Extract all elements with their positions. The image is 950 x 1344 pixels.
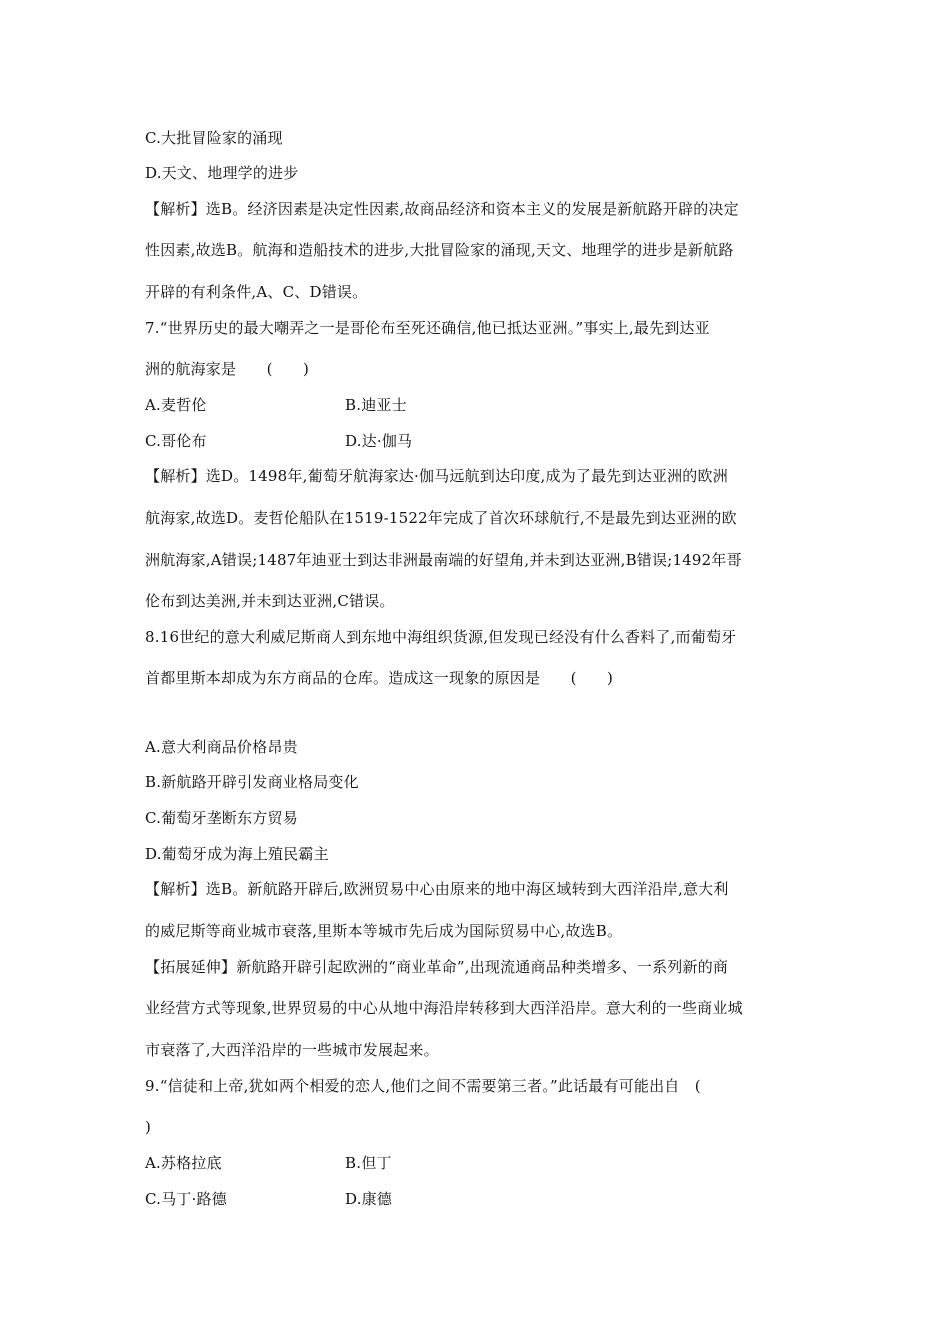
q6-analysis-line-2: 性因素,故选B。航海和造船技术的进步,大批冒险家的涌现,天文、地理学的进步是新航路 [145,241,734,259]
q7-options-row-2 [145,431,413,451]
q8-option-a: A.意大利商品价格昂贵 [145,738,298,756]
q8-option-b: B.新航路开辟引发商业格局变化 [145,773,359,791]
q8-extension-line-3: 市衰落了,大西洋沿岸的一些城市发展起来。 [145,1041,439,1059]
q7-analysis-line-1: 【解析】选D。1498年,葡萄牙航海家达·伽马远航到达印度,成为了最先到达亚洲的欧洲 [145,467,728,485]
q8-stem-line-2: 首都里斯本却成为东方商品的仓库。造成这一现象的原因是 ( ) [145,669,614,687]
q9-option-b: B.但丁 [345,1154,392,1172]
q6-analysis-line-3: 开辟的有利条件,A、C、D错误。 [145,283,368,301]
q9-option-d: D.康德 [345,1190,393,1208]
q8-analysis-line-2: 的威尼斯等商业城市衰落,里斯本等城市先后成为国际贸易中心,故选B。 [145,922,623,940]
q8-extension-line-1: 【拓展延伸】新航路开辟引起欧洲的“商业革命”,出现流通商品种类增多、一系列新的商 [145,958,729,976]
q7-stem-line-1: 7.“世界历史的最大嘲弄之一是哥伦布至死还确信,他已抵达亚洲。”事实上,最先到达亚 [145,319,710,337]
q8-extension-line-2: 业经营方式等现象,世界贸易的中心从地中海沿岸转移到大西洋沿岸。意大利的一些商业城 [145,999,743,1017]
q7-analysis-line-3: 洲航海家,A错误;1487年迪亚士到达非洲最南端的好望角,并未到达亚洲,B错误;1492年哥 [145,551,742,569]
q9-stem-line-2: ) [145,1118,152,1136]
q7-stem-line-2: 洲的航海家是 ( ) [145,360,310,378]
q9-option-c: C.马丁·路德 [145,1190,227,1208]
q7-option-a: A.麦哲伦 [145,396,207,414]
q7-option-c: C.哥伦布 [145,432,207,450]
q8-option-c: C.葡萄牙垄断东方贸易 [145,809,298,827]
q6-option-c: C.大批冒险家的涌现 [145,129,283,147]
q9-options-row-2 [145,1189,393,1209]
q9-option-a: A.苏格拉底 [145,1154,222,1172]
q9-options-row-1 [145,1153,392,1173]
q8-stem-line-1: 8.16世纪的意大利威尼斯商人到东地中海组织货源,但发现已经没有什么香料了,而葡萄牙 [145,628,737,646]
q7-analysis-line-2: 航海家,故选D。麦哲伦船队在1519-1522年完成了首次环球航行,不是最先到达亚洲的欧 [145,509,737,527]
q8-option-d: D.葡萄牙成为海上殖民霸主 [145,845,329,863]
q7-options-row-1 [145,395,407,415]
q6-option-d: D.天文、地理学的进步 [145,164,299,182]
q7-analysis-line-4: 伦布到达美洲,并未到达亚洲,C错误。 [145,592,395,610]
q9-stem-line-1: 9.“信徒和上帝,犹如两个相爱的恋人,他们之间不需要第三者。”此话最有可能出自 ( [145,1077,701,1095]
q8-analysis-line-1: 【解析】选B。新航路开辟后,欧洲贸易中心由原来的地中海区域转到大西洋沿岸,意大利 [145,880,729,898]
q7-option-d: D.达·伽马 [345,432,413,450]
q6-analysis-line-1: 【解析】选B。经济因素是决定性因素,故商品经济和资本主义的发展是新航路开辟的决定 [145,200,739,218]
q7-option-b: B.迪亚士 [345,396,407,414]
